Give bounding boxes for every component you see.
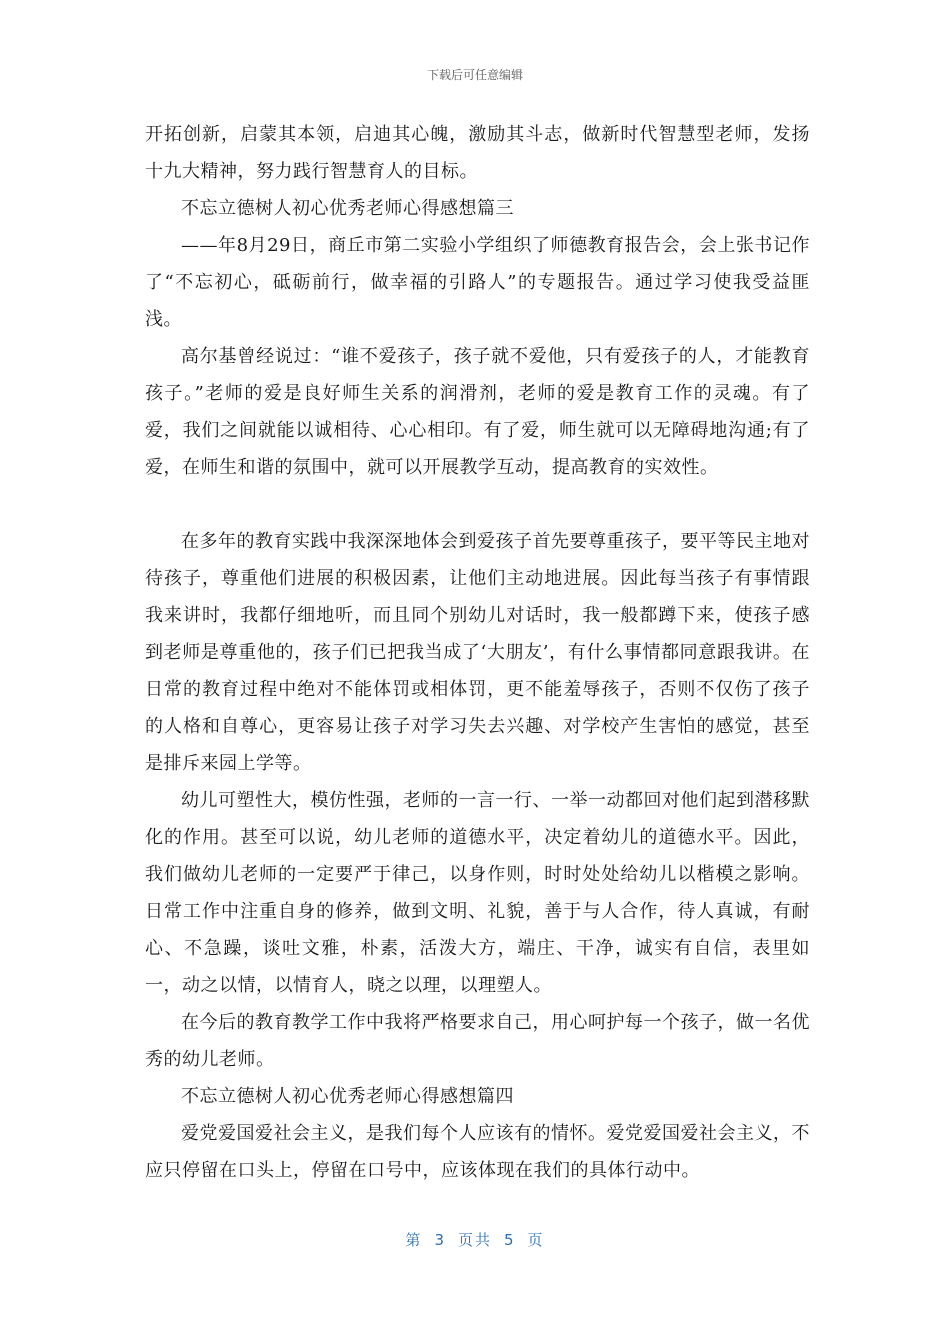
page-header: 下载后可任意编辑: [426, 68, 523, 82]
page-footer: [0, 1229, 950, 1250]
page-number: 3: [434, 1231, 446, 1249]
paragraph: 高尔基曾经说过：“谁不爱孩子，孩子就不爱他，只有爱孩子的人，才能教育孩子。”老师的爱是良好师生关系的润滑剂，老师的爱是教育工作的灵魂。有了爱，我们之间就能以诚相待、心心相印。有了爱，师生就可以无障碍地沟通;有了爱，在师生和谐的氛围中，就可以开展教学互动，提高教育的实效性。: [145, 346, 810, 478]
paragraph: 在多年的教育实践中我深深地体会到爱孩子首先要尊重孩子，要平等民主地对待孩子，尊重他们进展的积极因素，让他们主动地进展。因此每当孩子有事情跟我来讲时，我都仔细地听，而且同个别幼儿对话时，我一般都蹲下来，使孩子感到老师是尊重他的，孩子们已把我当成了‘大朋友’，有什么事情都同意跟我讲。在日常的教育过程中绝对不能体罚或相体罚，更不能羞辱孩子，否则不仅伤了孩子的人格和自尊心，更容易让孩子对学习失去兴趣、对学校产生害怕的感觉，甚至是排斥来园上学等。: [145, 531, 810, 774]
paragraph: 在今后的教育教学工作中我将严格要求自己，用心呵护每一个孩子，做一名优秀的幼儿老师。: [145, 1012, 810, 1070]
section-title-part-3: 不忘立德树人初心优秀老师心得感想篇三: [181, 198, 514, 219]
total-pages: 5: [504, 1231, 516, 1249]
section-title-part-4: 不忘立德树人初心优秀老师心得感想篇四: [181, 1086, 514, 1107]
paragraph: 幼儿可塑性大，模仿性强，老师的一言一行、一举一动都回对他们起到潜移默化的作用。甚至可以说，幼儿老师的道德水平，决定着幼儿的道德水平。因此，我们做幼儿老师的一定要严于律己，以身作则，时时处处给幼儿以楷模之影响。日常工作中注重自身的修养，做到文明、礼貌，善于与人合作，待人真诚，有耐心、不急躁，谈吐文雅，朴素，活泼大方，端庄、干净，诚实有自信，表里如一，动之以情，以情育人，晓之以理，以理塑人。: [145, 790, 810, 996]
paragraph: ——年8月29日，商丘市第二实验小学组织了师德教育报告会，会上张书记作了“不忘初心，砥砺前行，做幸福的引路人”的专题报告。通过学习使我受益匪浅。: [145, 235, 810, 330]
document-body: [145, 116, 810, 1189]
footer-word: 页: [527, 1231, 545, 1249]
footer-word: 页共: [457, 1231, 492, 1249]
footer-word: 第: [405, 1231, 423, 1249]
paragraph: 爱党爱国爱社会主义，是我们每个人应该有的情怀。爱党爱国爱社会主义，不应只停留在口头上，停留在口号中，应该体现在我们的具体行动中。: [145, 1123, 810, 1181]
paragraph-continuation: 开拓创新，启蒙其本领，启迪其心魄，激励其斗志，做新时代智慧型老师，发扬十九大精神，努力践行智慧育人的目标。: [145, 124, 810, 182]
